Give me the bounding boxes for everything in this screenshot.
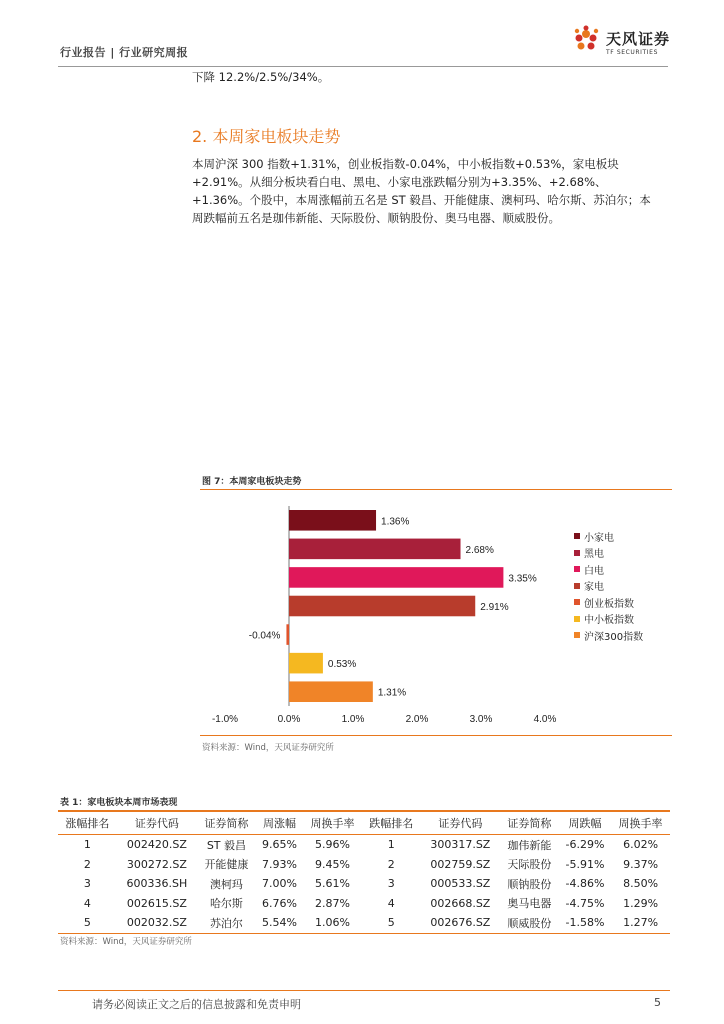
table-cell: 9.37%	[623, 857, 659, 871]
table-row	[58, 913, 670, 933]
table-cell: 珈伟新能	[507, 838, 552, 852]
x-tick-label: 1.0%	[341, 714, 365, 725]
bar-2	[289, 567, 503, 588]
x-tick-label: 4.0%	[533, 714, 557, 725]
x-tick-label: 2.0%	[405, 714, 429, 725]
figure-source: 资料来源：Wind，天风证券研究所	[202, 743, 334, 753]
table-cell: ST 毅昌	[206, 838, 247, 852]
table-row	[58, 894, 670, 914]
table-cell: 300317.SZ	[430, 838, 491, 852]
table-cell: 奥马电器	[507, 897, 552, 911]
table-row	[58, 835, 670, 855]
legend-item	[574, 561, 643, 578]
legend-swatch	[574, 550, 580, 556]
legend-swatch	[574, 632, 580, 638]
bar-label-1: 2.68%	[465, 544, 494, 556]
bar-label-0: 1.36%	[381, 516, 410, 528]
table-cell: 顺钠股份	[507, 877, 552, 891]
report-header-label: 行业报告 | 行业研究周报	[60, 46, 189, 59]
table-cell: -5.91%	[565, 857, 605, 871]
table-header-cell: 证券代码	[117, 811, 197, 835]
bar-1	[289, 539, 461, 560]
legend-swatch	[574, 599, 580, 605]
footer-disclaimer: 请务必阅读正文之后的信息披露和免责申明	[92, 998, 301, 1011]
bar-chart	[200, 492, 570, 732]
logo-text-en: TF SECURITIES	[606, 49, 658, 56]
bar-0	[289, 510, 376, 531]
table-cell: 5.61%	[315, 877, 350, 891]
table-cell: 2	[83, 857, 91, 871]
figure-top-rule	[200, 489, 672, 490]
table-header-cell: 证券代码	[421, 811, 500, 835]
table-header-cell: 证券简称	[197, 811, 256, 835]
table-cell: 9.45%	[315, 857, 350, 871]
bar-label-4: -0.04%	[248, 630, 281, 642]
company-logo	[568, 22, 678, 64]
table-cell: 9.65%	[261, 838, 297, 852]
x-tick-label: 0.0%	[277, 714, 301, 725]
bar-label-2: 3.35%	[508, 573, 537, 585]
legend-swatch	[574, 616, 580, 622]
table-header-cell: 跌幅排名	[362, 811, 421, 835]
table-title: 表 1：家电板块本周市场表现	[60, 798, 178, 808]
table-cell: 天际股份	[507, 858, 552, 872]
bar-5	[289, 653, 323, 674]
bar-label-5: 0.53%	[327, 659, 357, 671]
table-cell: 哈尔斯	[209, 897, 243, 911]
intro-text: 下降 12.2%/2.5%/34%。	[192, 70, 330, 84]
table-header-cell: 涨幅排名	[58, 811, 117, 835]
table-cell: 002420.SZ	[126, 838, 187, 852]
table-cell: 1.06%	[303, 913, 362, 933]
table-cell: 澳柯玛	[209, 877, 243, 891]
table-cell: 000533.SZ	[430, 877, 491, 891]
legend-label: 家电	[584, 582, 604, 594]
legend-item	[574, 545, 643, 562]
table-cell: 2	[387, 857, 395, 871]
legend-swatch	[574, 533, 580, 539]
table-cell: 开能健康	[204, 858, 249, 872]
legend-swatch	[574, 566, 580, 572]
page-number: 5	[654, 996, 661, 1009]
figure-bottom-rule	[200, 735, 672, 736]
logo-flower-icon	[568, 22, 604, 58]
table-cell: 002759.SZ	[430, 857, 491, 871]
legend-label: 沪深300指数	[584, 631, 644, 643]
table-header-cell: 周换手率	[611, 811, 670, 835]
table-cell: 3	[83, 877, 91, 891]
table-cell: 5.96%	[315, 838, 350, 852]
header-divider	[58, 66, 668, 67]
bar-6	[289, 681, 373, 702]
x-tick-label: 3.0%	[469, 714, 493, 725]
table-cell: 4	[387, 896, 395, 910]
legend-label: 白电	[584, 565, 604, 577]
table-cell: 5	[362, 913, 421, 933]
chart-legend	[574, 528, 643, 644]
table-cell: -4.75%	[565, 896, 605, 910]
legend-item	[574, 627, 643, 644]
table-header-cell: 周涨幅	[256, 811, 303, 835]
table-row	[58, 874, 670, 894]
table-cell: 5.54%	[256, 913, 303, 933]
section-paragraph: 本周沪深 300 指数+1.31%，创业板指数-0.04%，中小板指数+0.53%，家电板块+2.91%。从细分板块看白电、黑电、小家电涨跌幅分别为+3.35%、+2.68%、+1.36%。个股中，本周涨幅前五名是 ST 毅昌、开能健康、澳柯玛、哈尔斯、苏泊尔；本周跌幅前五名是珈伟新能、天际股份、顺钠股份、奥马电器、顺威股份。	[192, 157, 651, 225]
table-cell: 5	[58, 913, 117, 933]
table-cell: 6.02%	[623, 838, 659, 852]
table-cell: 002615.SZ	[126, 896, 187, 910]
legend-item	[574, 594, 643, 611]
table-row	[58, 855, 670, 875]
table-source: 资料来源：Wind，天风证券研究所	[60, 937, 192, 947]
table-cell: 6.76%	[261, 896, 297, 910]
table-cell: 4	[83, 896, 91, 910]
table-cell: 8.50%	[623, 877, 659, 891]
table-cell: 1.29%	[623, 896, 659, 910]
table-header-cell: 周跌幅	[559, 811, 611, 835]
table-header-cell: 证券简称	[500, 811, 559, 835]
table-cell: 苏泊尔	[197, 913, 256, 933]
legend-swatch	[574, 583, 580, 589]
table-header-cell: 周换手率	[303, 811, 362, 835]
section-title: 2. 本周家电板块走势	[192, 127, 341, 146]
legend-item	[574, 611, 643, 628]
figure-title: 图 7：本周家电板块走势	[202, 477, 302, 487]
table-cell: 3	[387, 877, 395, 891]
table-cell: -1.58%	[559, 913, 611, 933]
table-cell: 300272.SZ	[126, 857, 187, 871]
bar-4	[286, 624, 289, 645]
table-cell: 1.27%	[611, 913, 670, 933]
table-cell: 7.93%	[261, 857, 297, 871]
table-cell: 600336.SH	[126, 877, 188, 891]
market-performance-table	[58, 810, 670, 934]
legend-label: 黑电	[584, 549, 604, 561]
table-cell: -6.29%	[565, 838, 605, 852]
table-cell: 7.00%	[261, 877, 297, 891]
legend-label: 中小板指数	[584, 615, 634, 627]
table-cell: 2.87%	[315, 896, 350, 910]
bar-3	[289, 596, 475, 617]
table-cell: 1	[83, 838, 91, 852]
footer-divider	[58, 990, 670, 991]
bar-label-3: 2.91%	[480, 602, 509, 613]
logo-text-cn: 天风证券	[606, 30, 671, 48]
legend-item	[574, 578, 643, 595]
table-cell: 002676.SZ	[421, 913, 500, 933]
table-cell: -4.86%	[565, 877, 605, 891]
legend-label: 创业板指数	[584, 598, 634, 610]
bar-label-6: 1.31%	[377, 687, 407, 699]
table-cell: 002032.SZ	[117, 913, 197, 933]
legend-item	[574, 528, 643, 545]
legend-label: 小家电	[584, 532, 614, 544]
table-cell: 002668.SZ	[430, 896, 491, 910]
table-header-row	[58, 811, 670, 835]
table-cell: 1	[387, 838, 395, 852]
table-cell: 顺威股份	[500, 913, 559, 933]
x-tick-label: -1.0%	[211, 714, 239, 725]
